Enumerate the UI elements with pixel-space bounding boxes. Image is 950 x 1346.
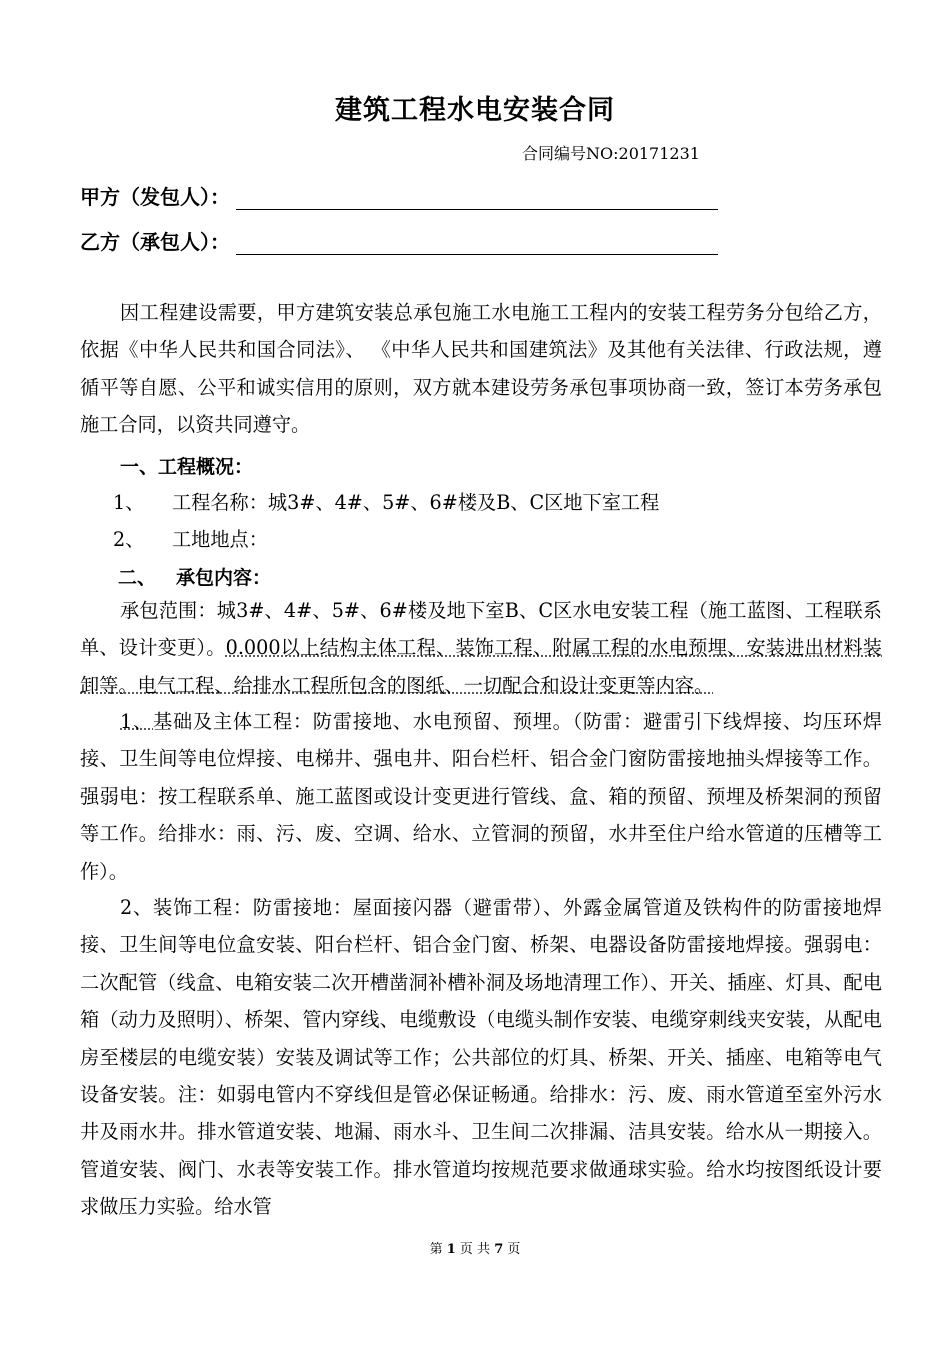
basic-works-paragraph — [80, 703, 882, 890]
page-title: 建筑工程水电安装合同 — [335, 95, 615, 126]
footer-suffix: 页 — [507, 1242, 521, 1257]
footer-page-number: 1 — [446, 1242, 456, 1257]
party-a-blank-line — [236, 187, 718, 210]
basic-works-text: 基础及主体工程：防雷接地、水电预留、预埋。（防雷：避雷引下线焊接、均压环焊接、卫生间等电位焊接、电梯井、强电井、阳台栏杆、铝合金门窗防雷接地抽头焊接等工作。强弱电：按工程联系单、施工蓝图或设计变更进行管线、盒、箱的预留、预埋及桥架洞的预留等工作。给排水：雨、污、废、空调、给水、立管洞的预留，水井至住户给水管道的压槽等工作）。 — [80, 710, 882, 883]
section2-number: 二、 — [118, 567, 157, 589]
item2-text: 工地地点： — [172, 528, 268, 551]
page-footer — [0, 1238, 950, 1257]
item1-text: 工程名称：城3#、4#、5#、6#楼及B、C区地下室工程 — [172, 491, 660, 514]
item1-number: 1、 — [113, 491, 145, 514]
footer-middle: 页 共 — [459, 1242, 491, 1257]
party-a-label: 甲方（发包人）： — [80, 185, 230, 209]
party-b-row — [80, 226, 718, 255]
contract-number: 合同编号NO:20171231 — [522, 144, 700, 163]
section1-heading: 一、工程概况： — [120, 456, 254, 478]
decoration-works-paragraph: 2、装饰工程：防雷接地：屋面接闪器（避雷带）、外露金属管道及铁构件的防雷接地焊接、卫生间等电位盒安装、阳台栏杆、铝合金门窗、桥架、电器设备防雷接地焊接。强弱电：二次配管（线盒、电箱安装二次开槽凿洞补槽补洞及场地清理工作）、开关、插座、灯具、配电箱（动力及照明）、桥架、管内穿线、电缆敷设（电缆头制作安装、电缆穿刺线夹安装，从配电房至楼层的电缆安装）安装及调试等工作；公共部位的灯具、桥架、开关、插座、电箱等电气设备安装。注：如弱电管内不穿线但是管必保证畅通。给排水：污、废、雨水管道至室外污水井及雨水井。排水管道安装、地漏、雨水斗、卫生间二次排漏、洁具安装。给水从一期接入。管道安装、阀门、水表等安装工作。排水管道均按规范要求做通球实验。给水均按图纸设计要求做压力实验。给水管 — [80, 896, 882, 1219]
scope-text: 承包范围：城3#、4#、5#、6#楼及地下室B、C区水电安装工程（施工蓝图、工程联系单、设计变更）。 — [80, 599, 882, 660]
basic-works-number: 1、 — [120, 710, 153, 733]
party-a-row — [80, 181, 718, 210]
scope-underlined-text: 0.000以上结构主体工程、装饰工程、附属工程的水电预埋、安装进出材料装卸等。电气工程、给排水工程所包含的图纸、一切配合和设计变更等内容。 — [80, 636, 882, 697]
item2-number: 2、 — [113, 528, 145, 551]
footer-prefix: 第 — [429, 1242, 443, 1257]
intro-paragraph: 因工程建设需要，甲方建筑安装总承包施工水电施工工程内的安装工程劳务分包给乙方，依据《中华人民共和国合同法》、 《中华人民共和国建筑法》及其他有关法律、行政法规，遵循平等自愿、公平和诚实信用的原则，双方就本建设劳务承包事项协商一致，签订本劳务承包施工合同，以资共同遵守。 — [80, 301, 882, 437]
footer-total-pages: 7 — [494, 1242, 504, 1257]
scope-paragraph — [80, 592, 882, 704]
party-b-label: 乙方（承包人）： — [80, 230, 230, 254]
party-b-blank-line — [236, 232, 718, 255]
section2-heading: 承包内容： — [176, 567, 272, 589]
